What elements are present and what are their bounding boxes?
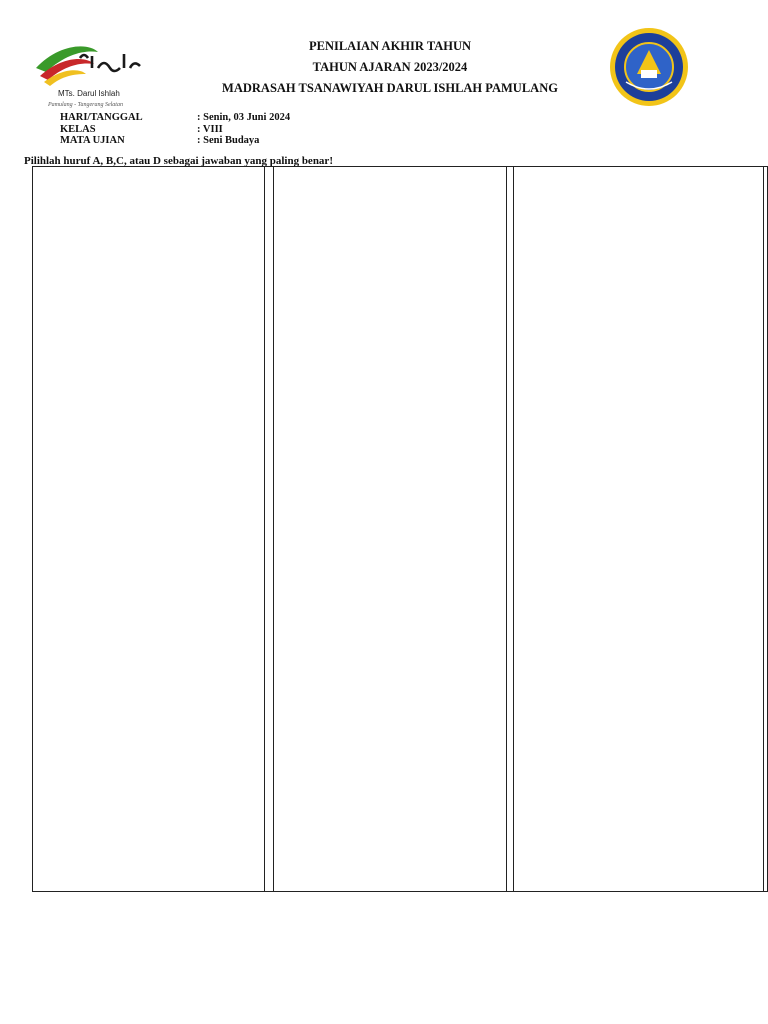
header-titles: [180, 36, 600, 99]
page-header: [0, 0, 768, 110]
logo-text: MTs. Darul Ishlah: [58, 89, 120, 98]
academic-year: TAHUN AJARAN 2023/2024: [312, 60, 468, 74]
exam-info: [60, 112, 290, 147]
day-label: HARI/TANGGAL: [60, 112, 143, 123]
school-logo: [28, 38, 146, 110]
logo-subtext: Pamulang - Tangerang Selatan: [48, 102, 123, 108]
subject-label: MATA UJIAN: [60, 135, 125, 146]
exam-title: PENILAIAN AKHIR TAHUN: [308, 39, 472, 53]
subject-value: : Seni Budaya: [197, 135, 260, 146]
right-border: [763, 167, 764, 891]
school-seal-icon: [608, 26, 690, 108]
school-name: MADRASAH TSANAWIYAH DARUL ISHLAH PAMULANG: [222, 81, 558, 95]
question-column-3: [513, 167, 768, 891]
instruction: Pilihlah huruf A, B,C, atau D sebagai jawaban yang paling benar!: [24, 155, 333, 167]
class-value: : VIII: [197, 123, 223, 135]
day-value: : Senin, 03 Juni 2024: [197, 112, 291, 123]
question-grid: [32, 166, 768, 892]
class-label: KELAS: [60, 123, 96, 135]
question-column-1: [32, 167, 265, 891]
question-column-2: [273, 167, 507, 891]
